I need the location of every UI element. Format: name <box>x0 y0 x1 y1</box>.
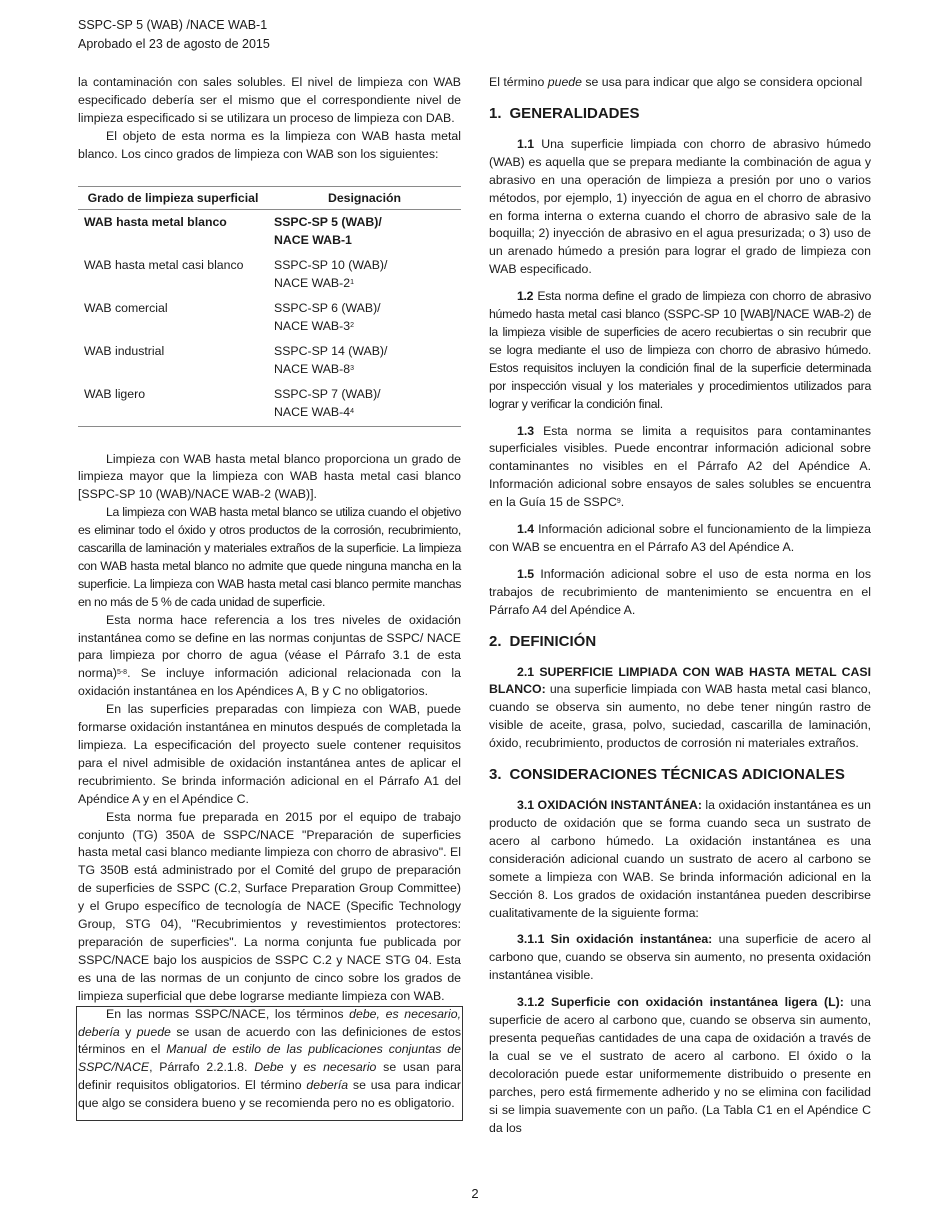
paragraph: El término puede se usa para indicar que algo se considera opcional <box>489 75 863 89</box>
paragraph: 2.1 SUPERFICIE LIMPIADA CON WAB HASTA METAL CASI BLANCO: una superficie limpiada con WAB hasta metal casi blanco, cuando se observa sin aumento, no debe tener ningún rastro de visible de aceite, grasa, polvo, suciedad, cascarilla de laminación, óxido, recubrimiento, productos de corrosión ni materiales extraños. <box>489 664 871 751</box>
page-number: 2 <box>471 1186 479 1201</box>
table-cell-designation: SSPC-SP 5 (WAB)/ NACE WAB-1 <box>274 215 382 248</box>
terminology-note-box <box>78 1006 461 1113</box>
left-column <box>78 74 461 1113</box>
paragraph: El objeto de esta norma es la limpieza con WAB hasta metal blanco. Los cinco grados de limpieza con WAB son los siguientes: <box>78 128 461 161</box>
table-row <box>78 382 461 426</box>
right-column <box>489 74 871 1137</box>
note-box-border <box>76 1006 463 1121</box>
table-header-designation: Designación <box>268 186 461 210</box>
footnote-ref: 4 <box>350 407 354 415</box>
paragraph: Esta norma fue preparada en 2015 por el equipo de trabajo conjunto (TG) 350A de SSPC/NACE "Preparación de superficies hasta metal casi blanco mediante limpieza con chorro de abrasivo". El TG 350B está administrado por el Comité del grupo de preparación de superficies de SSPC (C.2, Surface Preparation Group Committee) y el Grupo específico de tecnología de NACE (Specific Technology Group, STG 04), "Recubrimientos y revestimientos protectores: preparación de superficies". La norma conjunta fue publicada por SSPC/NACE bajo los auspicios de SSPC C.2 y NACE STG 04. Esta es una de las normas de un conjunto de cinco sobre los grados de limpieza superficial que debe lograrse mediante limpieza con WAB. <box>78 809 461 1003</box>
table-cell-grade: WAB comercial <box>84 301 168 316</box>
footnote-ref: 1 <box>350 279 354 287</box>
table-row <box>78 296 461 339</box>
paragraph: Limpieza con WAB hasta metal blanco proporciona un grado de limpieza mayor que la limpieza con WAB hasta metal casi blanco [SSPC-SP 10 (WAB)/NACE WAB-2 (WAB)]. <box>78 451 461 502</box>
table-cell-grade: WAB hasta metal casi blanco <box>84 258 244 273</box>
section-heading-1: 1. GENERALIDADES <box>489 104 640 122</box>
paragraph: 3.1.1 Sin oxidación instantánea: una superficie de acero al carbono que, cuando se observa sin aumento, no presenta oxidación instantánea visible. <box>489 932 871 983</box>
paragraph: 1.3 Esta norma se limita a requisitos para contaminantes superficiales visibles. Puede encontrar información adicional sobre contaminantes no visibles en el Párrafo A2 del Apéndice A. Información adicional sobre ensayos de sales solubles se encuentra en la Guía 15 de SSPC$^9$. <box>489 423 871 510</box>
section-heading-3: 3. CONSIDERACIONES TÉCNICAS ADICIONALES <box>489 766 845 784</box>
table-header-grade: Grado de limpieza superficial <box>78 186 268 210</box>
section-heading-2: 2. DEFINICIÓN <box>489 632 597 650</box>
footnote-ref: 5-8 <box>116 669 128 677</box>
table-cell-designation: SSPC-SP 6 (WAB)/ NACE WAB-$3^2$ <box>274 301 381 333</box>
paragraph: Esta norma hace referencia a los tres niveles de oxidación instantánea como se define en las normas conjuntas de SSPC/ NACE para limpieza por chorro de agua (véase el Párrafo 3.1 de esta norma)$^{5-8}$. Se incluye información adicional relacionada con la oxidación instantánea en los Apéndices A, B y C no obligatorios. <box>78 612 461 699</box>
paragraph: 3.1 OXIDACIÓN INSTANTÁNEA: la oxidación instantánea es un producto de oxidación que se forma cuando seca un sustrato de acero al carbono húmedo. La oxidación instantánea es una consideración adicional cuando un sustrato de acero al carbono se somete a limpieza con WAB. Se brinda información adicional en la Sección 8. Los grados de oxidación instantánea pueden describirse cualitativamente de la siguiente forma: <box>489 798 871 920</box>
paragraph: 1.2 Esta norma define el grado de limpieza con chorro de abrasivo húmedo hasta metal casi blanco (SSPC-SP 10 [WAB]/NACE WAB-2) de la limpieza visible de superficies de acero recubiertas o sin recubrir que se logra mediante el uso de limpieza con chorro de abrasivo húmedo. Estos requisitos incluyen la condición final de la superficie determinada por inspección visual y los materiales y procedimientos utilizados para lograr y verificar la condición final. <box>489 289 871 411</box>
paragraph: En las superficies preparadas con limpieza con WAB, puede formarse oxidación instantánea en minutos después de completada la limpieza. La especificación del proyecto suele contener requisitos para el nivel admisible de oxidación instantánea antes de aplicar el recubrimiento. Se brinda información adicional en el Párrafo A1 del Apéndice A y en el Apéndice C. <box>78 702 461 806</box>
cleanliness-grades-table <box>78 186 461 427</box>
table-cell-designation: SSPC-SP 14 (WAB)/ NACE WAB-$8^3$ <box>274 343 388 376</box>
table-cell-grade: WAB industrial <box>84 343 165 358</box>
header-standard-id: SSPC-SP 5 (WAB) /NACE WAB-1 <box>78 18 268 32</box>
footnote-ref: 3 <box>350 364 354 372</box>
paragraph: 1.1 Una superficie limpiada con chorro de abrasivo húmedo (WAB) es aquella que se prepara mediante la combinación de agua y abrasivo en una operación de limpieza a presión por uno o varios métodos, por ejemplo, 1) inyección de agua en el chorro de abrasivo en forma interna o externa cuando el chorro de abrasivo sale de la boquilla; 2) inyección de abrasivo en el agua presurizada; o 3) uso de un arenado húmedo a presión para lograr el grado de limpieza con WAB especificado. <box>489 136 871 277</box>
table-cell-grade: WAB hasta metal blanco <box>84 215 227 230</box>
paragraph: 1.5 Información adicional sobre el uso de esta norma en los trabajos de recubrimiento de mantenimiento se encuentra en el Párrafo A4 del Apéndice A. <box>489 566 871 617</box>
paragraph: la contaminación con sales solubles. El nivel de limpieza con WAB especificado debería ser el mismo que el correspondiente nivel de limpieza especificado si se utilizara un proceso de limpieza con DAB. <box>78 75 461 125</box>
footnote-ref: 9 <box>616 498 621 506</box>
table-row <box>78 339 461 382</box>
header-approval-date: Aprobado el 23 de agosto de 2015 <box>78 37 270 51</box>
table-row <box>78 253 461 296</box>
table-cell-designation: SSPC-SP 10 (WAB)/ NACE WAB-$2^1$ <box>274 258 388 291</box>
footnote-ref: 2 <box>350 321 354 329</box>
paragraph: 1.4 Información adicional sobre el funcionamiento de la limpieza con WAB se encuentra en el Párrafo A3 del Apéndice A. <box>489 522 871 554</box>
terminology-note: En las normas SSPC/NACE, los términos debe, es necesario, debería y puede se usan de acuerdo con las definiciones de estos términos en el Manual de estilo de las publicaciones conjuntas de SSPC/NACE, Párrafo 2.2.1.8. Debe y es necesario se usan para definir requisitos obligatorios. El término debería se usa para indicar que algo se considera bueno y se recomienda pero no es obligatorio. <box>78 1006 462 1111</box>
paragraph: La limpieza con WAB hasta metal blanco se utiliza cuando el objetivo es eliminar todo el óxido y otros productos de la corrosión, recubrimiento, cascarilla de laminación y materiales extraños de la superficie. La limpieza con WAB hasta metal blanco no admite que quede ninguna mancha en la superficie. La limpieza con WAB hasta metal casi blanco permite manchas en no más de 5 % de cada unidad de superficie. <box>78 505 461 609</box>
table-cell-grade: WAB ligero <box>78 382 268 426</box>
table-header-row <box>78 186 461 210</box>
table-row <box>78 210 461 253</box>
paragraph: 3.1.2 Superficie con oxidación instantánea ligera (L): una superficie de acero al carbono que, cuando se observa sin aumento, presenta pequeñas cantidades de una capa de oxidación a través de la cual se ve el sustrato de acero al carbono. El óxido o la decoloración puede estar uniformemente distribuido o presente en parches, pero está firmemente adherido y no se elimina con facilidad si se limpia suavemente con un paño. (La Tabla C1 en el Apéndice C da los <box>489 995 871 1135</box>
page-header <box>78 16 270 54</box>
table-cell-designation: SSPC-SP 7 (WAB)/ NACE WAB-$4^4$ <box>268 382 461 426</box>
